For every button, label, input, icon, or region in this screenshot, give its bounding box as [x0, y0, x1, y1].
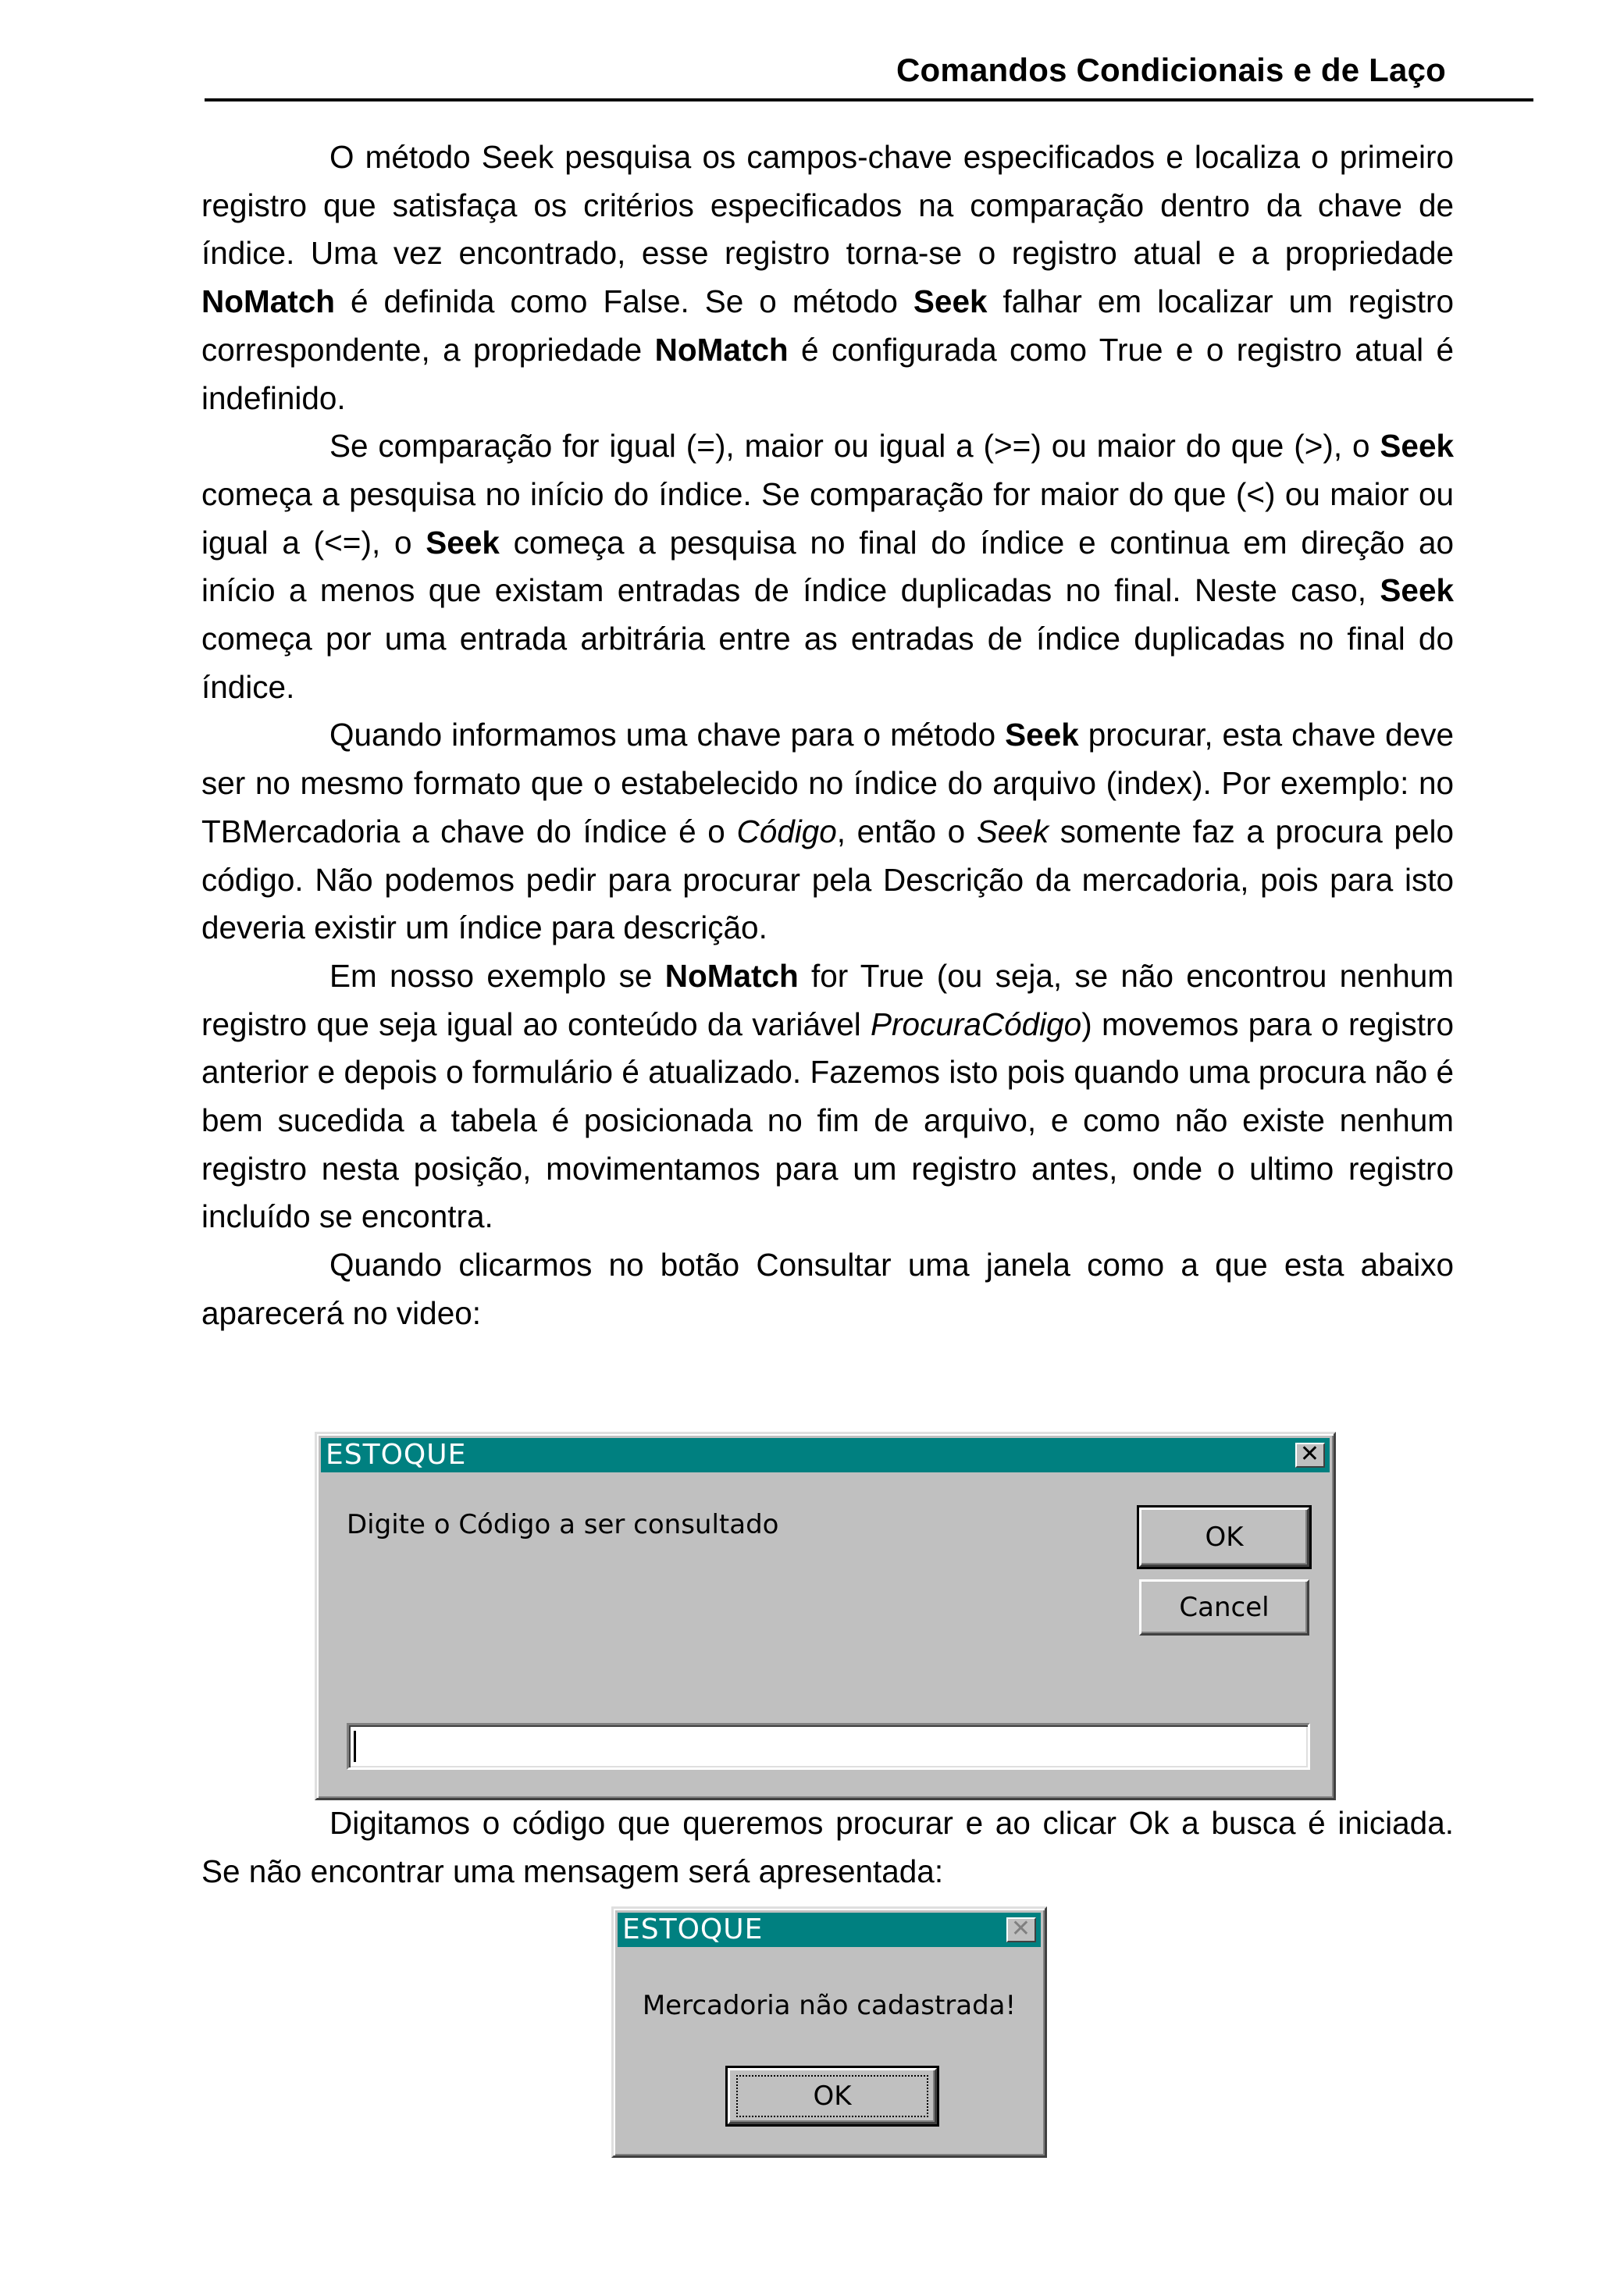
- paragraph-4: [201, 952, 1454, 1241]
- paragraph-5: [201, 1241, 1454, 1337]
- italic-term: Código: [736, 813, 837, 849]
- text-run: somente faz a procura pelo código. Não podemos pedir para procurar pela Descrição da mercadoria, pois para isto deveria existir um índice para descrição.: [201, 813, 1454, 946]
- text-run: for True (ou seja, se não encontrou nenhum registro que seja igual ao conteúdo da variável: [201, 957, 1455, 1042]
- message-ok-label: OK: [813, 2081, 852, 2112]
- text-run: falhar em localizar um registro correspondente, a propriedade: [201, 283, 1454, 368]
- input-dialog-prompt: Digite o Código a ser consultado: [347, 1509, 779, 1540]
- paragraph-2: [201, 422, 1454, 711]
- text-run: Quando informamos uma chave para o método: [329, 717, 1006, 753]
- text-run: procurar, esta chave deve ser no mesmo formato que o estabelecido no índice do arquivo (index). Por exemplo: no TBMercadoria a chave do índice é o: [201, 717, 1454, 849]
- close-icon: ✕: [1299, 1440, 1321, 1468]
- paragraph-1: [201, 133, 1454, 422]
- input-dialog: [315, 1432, 1336, 1800]
- close-button[interactable]: [1295, 1440, 1325, 1468]
- message-dialog-title-bar[interactable]: [618, 1913, 1041, 1947]
- page-header: [205, 45, 1533, 101]
- text-run: começa por uma entrada arbitrária entre as entradas de índice duplicadas no final do índice.: [201, 621, 1454, 705]
- text-run: Em nosso exemplo se: [329, 957, 665, 994]
- code-input[interactable]: [347, 1723, 1310, 1770]
- text-run: começa a pesquisa no início do índice. Se comparação for maior do que (<) ou maior ou igual a (<=), o: [201, 475, 1454, 561]
- ok-button-label: OK: [1205, 1522, 1244, 1553]
- body-text-lower: [201, 1799, 1454, 1896]
- italic-term: ProcuraCódigo: [871, 1006, 1082, 1042]
- text-run: é configurada como True e o registro atual é indefinido.: [201, 331, 1454, 416]
- text-run: Se comparação for igual (=), maior ou igual a (>=) ou maior do que (>), o: [329, 428, 1380, 465]
- input-dialog-title-bar[interactable]: [321, 1438, 1330, 1472]
- page-header-title: Comandos Condicionais e de Laço: [896, 52, 1446, 88]
- bold-term: NoMatch: [654, 331, 789, 368]
- italic-term: Seek: [976, 813, 1049, 849]
- cancel-button[interactable]: [1139, 1579, 1309, 1636]
- close-button-disabled: [1006, 1917, 1036, 1942]
- bold-term: NoMatch: [664, 957, 799, 994]
- text-run: O método Seek pesquisa os campos-chave especificados e localiza o primeiro registro que satisfaça os critérios especificados na comparação dentro da chave de índice. Uma vez encontrado, esse registro torna-se o registro atual e a propriedade: [201, 139, 1454, 272]
- text-run: Quando clicarmos no botão Consultar uma janela como a que esta abaixo aparecerá no video:: [201, 1247, 1454, 1331]
- bold-term: NoMatch: [201, 283, 335, 320]
- message-dialog: [611, 1906, 1047, 2158]
- paragraph-6: [201, 1799, 1454, 1896]
- bold-term: Seek: [1380, 572, 1454, 609]
- text-run: é definida como False. Se o método: [335, 283, 913, 320]
- bold-term: Seek: [1380, 428, 1454, 465]
- body-text-upper: [201, 133, 1454, 1338]
- text-run: começa a pesquisa no final do índice e continua em direção ao início a menos que existam entradas de índice duplicadas no final. Neste caso,: [201, 524, 1455, 609]
- text-run: Digitamos o código que queremos procurar e ao clicar Ok a busca é iniciada. Se não encontrar uma mensagem será apresentada:: [201, 1805, 1454, 1889]
- bold-term: Seek: [426, 524, 500, 561]
- message-text: Mercadoria não cadastrada!: [642, 1990, 1017, 2021]
- paragraph-3: [201, 711, 1454, 952]
- close-icon: ✕: [1010, 1915, 1032, 1942]
- focus-rectangle: [736, 2075, 928, 2117]
- input-dialog-title: ESTOQUE: [326, 1439, 467, 1471]
- text-caret-icon: [354, 1731, 356, 1762]
- bold-term: Seek: [1005, 717, 1079, 753]
- text-run: , então o: [836, 813, 977, 849]
- message-ok-button[interactable]: [728, 2068, 937, 2124]
- message-dialog-title: ESTOQUE: [622, 1913, 764, 1945]
- bold-term: Seek: [913, 283, 988, 320]
- text-run: ) movemos para o registro anterior e depois o formulário é atualizado. Fazemos isto pois quando uma procura não é bem sucedida a tabela é posicionada no fim de arquivo, e como não existe nenhum registro nesta posição, movimentamos para um registro antes, onde o ultimo registro incluído se encontra.: [201, 1006, 1454, 1235]
- cancel-button-label: Cancel: [1179, 1592, 1270, 1623]
- ok-button[interactable]: [1139, 1508, 1309, 1567]
